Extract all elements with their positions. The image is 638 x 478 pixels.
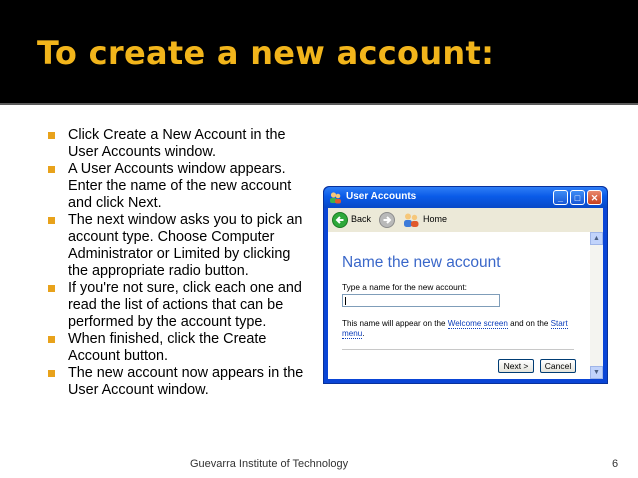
text-caret <box>345 297 346 305</box>
wizard-heading: Name the new account <box>342 254 501 271</box>
minimize-icon: _ <box>557 193 563 203</box>
back-arrow-icon[interactable] <box>332 212 348 228</box>
note-text: and on the <box>507 319 551 328</box>
forward-arrow-icon[interactable] <box>379 212 395 228</box>
start-menu-link[interactable]: Start menu <box>342 319 568 338</box>
maximize-button[interactable] <box>570 190 585 205</box>
bullet-list <box>48 127 313 399</box>
close-icon: ✕ <box>590 193 599 203</box>
divider <box>342 349 574 350</box>
home-button-label[interactable]: Home <box>423 214 448 224</box>
note-text: . <box>362 329 365 338</box>
name-prompt-label: Type a name for the new account: <box>342 282 467 292</box>
vertical-scrollbar[interactable] <box>590 232 603 379</box>
welcome-screen-link[interactable]: Welcome screen <box>447 319 508 328</box>
list-item <box>48 280 313 331</box>
slide-footer: Guevarra Institute of Technology <box>190 458 349 470</box>
page-number: 6 <box>612 458 619 470</box>
bullet-text: The new account now appears in the User Account window. <box>68 365 304 398</box>
list-item <box>48 331 313 365</box>
scroll-down-icon[interactable]: ▼ <box>590 366 603 379</box>
list-item <box>48 161 313 212</box>
maximize-icon: □ <box>574 193 581 203</box>
user-accounts-window <box>323 186 608 384</box>
toolbar <box>328 208 603 232</box>
cancel-button[interactable]: Cancel <box>540 359 576 373</box>
bullet-text: If you're not sure, click each one and read the list of actions that can be performed by the account type. <box>68 280 302 330</box>
back-button-label[interactable]: Back <box>351 214 372 224</box>
bullet-square-icon <box>48 132 55 139</box>
bullet-square-icon <box>48 166 55 173</box>
minimize-button[interactable] <box>553 190 568 205</box>
account-name-input[interactable] <box>342 294 500 307</box>
title-bar <box>0 0 638 103</box>
next-button[interactable]: Next > <box>498 359 534 373</box>
close-button[interactable] <box>587 190 602 205</box>
list-item <box>48 365 313 399</box>
bullet-square-icon <box>48 285 55 292</box>
user-accounts-icon <box>329 191 342 204</box>
window-title: User Accounts <box>346 191 417 202</box>
title-divider <box>0 103 638 105</box>
slide-title: To create a new account: <box>37 34 495 72</box>
bullet-square-icon <box>48 336 55 343</box>
bullet-text: When finished, click the Create Account button. <box>68 331 267 364</box>
bullet-text: Click Create a New Account in the User Accounts window. <box>68 127 286 160</box>
bullet-square-icon <box>48 217 55 224</box>
note-text: This name will appear on the <box>342 319 448 328</box>
bullet-text: A User Accounts window appears. Enter the name of the new account and click Next. <box>68 161 292 211</box>
window-titlebar[interactable] <box>324 187 607 208</box>
name-note <box>342 319 577 339</box>
list-item <box>48 127 313 161</box>
bullet-text: The next window asks you to pick an account type. Choose Computer Administrator or Limited by clicking the appropriate radio button. <box>68 212 303 279</box>
window-content <box>328 232 603 379</box>
home-users-icon[interactable] <box>403 212 420 228</box>
bullet-square-icon <box>48 370 55 377</box>
list-item <box>48 212 313 280</box>
scroll-up-icon[interactable]: ▲ <box>590 232 603 245</box>
